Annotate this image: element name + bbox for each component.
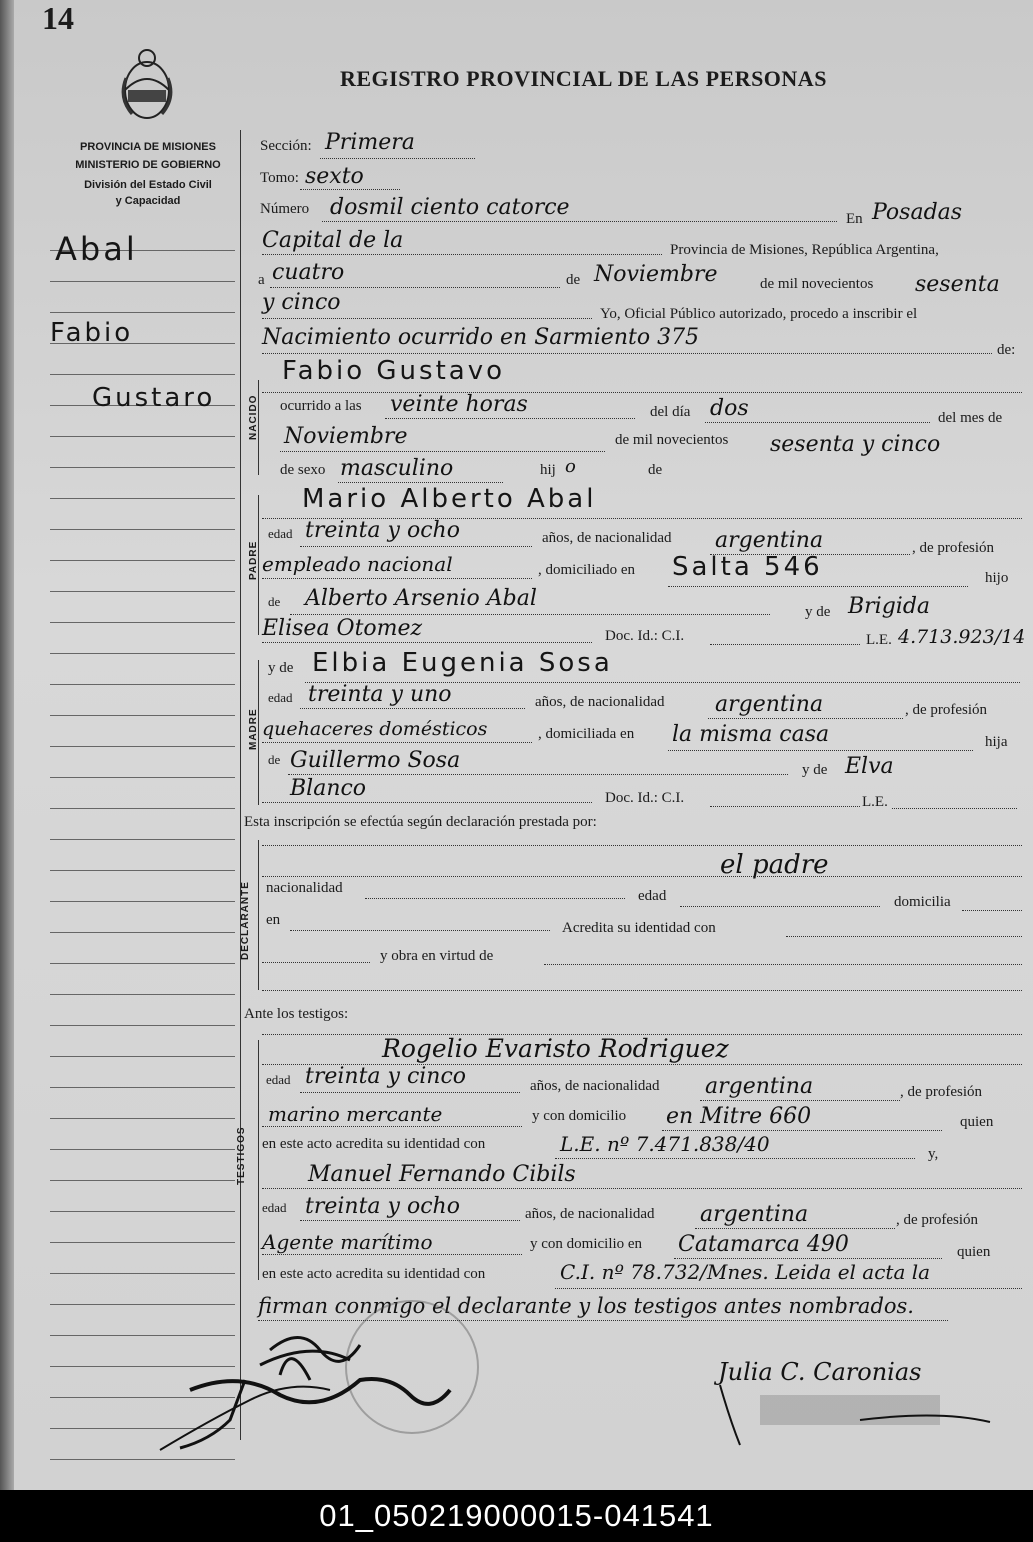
hij-suffix: o (565, 456, 576, 477)
dotted-line (300, 1220, 520, 1221)
margin-rule (50, 1180, 235, 1181)
testigos-label: Ante los testigos: (244, 1006, 349, 1022)
paternal-grandfather: Alberto Arsenio Abal (305, 586, 537, 611)
capital-value: Capital de la (262, 228, 404, 253)
margin-rule (50, 932, 235, 933)
dotted-line (300, 708, 525, 709)
ocurrido-label: ocurrido a las (280, 398, 362, 414)
margin-rule (50, 746, 235, 747)
maternal-grandmother-2: Blanco (290, 776, 367, 801)
dotted-line (262, 642, 592, 643)
tomo-label: Tomo: (260, 170, 299, 186)
hour-value: veinte horas (390, 392, 528, 417)
de-mil2-label: de mil novecientos (615, 432, 729, 448)
witness-1-age: treinta y cinco (305, 1064, 467, 1089)
margin-rule (50, 1056, 235, 1057)
margin-rule (50, 498, 235, 499)
label-nacido: NACIDO (248, 394, 259, 440)
witness-1-profession: marino mercante (268, 1102, 443, 1126)
en2-label: en (266, 912, 281, 928)
maternal-grandfather: Guillermo Sosa (290, 748, 461, 773)
margin-rule (50, 1242, 235, 1243)
edad-label: edad (268, 526, 293, 541)
dotted-line (710, 644, 860, 645)
margin-rule (50, 715, 235, 716)
con-domicilio-label: y con domicilio (532, 1108, 627, 1124)
dotted-line (300, 546, 532, 547)
tomo-value: sexto (305, 164, 364, 189)
acredita3-label: en este acto acredita su identidad con (262, 1266, 486, 1282)
margin-rule (50, 560, 235, 561)
dotted-line (322, 221, 837, 222)
a-label: a (258, 272, 265, 288)
le-label-2: L.E. (862, 794, 888, 810)
obra-label: y obra en virtud de (380, 948, 494, 964)
margin-rule (50, 777, 235, 778)
official-signature: Julia C. Caronias (718, 1358, 922, 1386)
en-value: Posadas (872, 200, 963, 225)
dotted-line (300, 1092, 520, 1093)
con-domicilio2-label: y con domicilio en (530, 1236, 643, 1252)
dotted-line (365, 898, 625, 899)
de4-label: de (268, 752, 281, 767)
coat-of-arms-icon (118, 48, 176, 122)
witness-2-address: Catamarca 490 (678, 1232, 849, 1257)
numero-label: Número (260, 201, 310, 217)
margin-rule (50, 1087, 235, 1088)
mother-age: treinta y uno (308, 682, 452, 707)
dotted-line (892, 808, 1017, 809)
page-number: 14 (42, 0, 74, 36)
dotted-line (786, 936, 1022, 937)
edad-label-2: edad (268, 690, 293, 705)
numero-value: dosmil ciento catorce (330, 195, 570, 220)
dotted-line (280, 451, 605, 452)
dotted-line (262, 845, 1022, 846)
margin-rule (50, 281, 235, 282)
margin-rule (50, 436, 235, 437)
day-value: cuatro (272, 260, 345, 285)
margin-rule (50, 467, 235, 468)
doc-id-label: Doc. Id.: C.I. (605, 628, 685, 644)
dotted-line (262, 990, 1022, 991)
witness-2-profession: Agente marítimo (262, 1230, 433, 1254)
edad-label-3: edad (638, 888, 667, 904)
quien-label: quien (960, 1114, 994, 1130)
testigos-bar (258, 1040, 259, 1280)
margin-rule (50, 653, 235, 654)
mother-profession: quehaceres domésticos (262, 718, 488, 740)
maternal-grandmother-1: Elva (845, 754, 894, 779)
domiciliada-label: , domiciliada en (538, 726, 635, 742)
image-id-footer: 01_050219000015-041541 (0, 1490, 1033, 1542)
document-title: REGISTRO PROVINCIAL DE LAS PERSONAS (340, 66, 827, 91)
birth-day-value: dos (710, 396, 749, 421)
dotted-line (262, 1188, 1022, 1189)
nacionalidad-label: nacionalidad (266, 880, 343, 896)
anos-nac-label-3: años, de nacionalidad (530, 1078, 660, 1094)
label-testigos: TESTIGOS (236, 1126, 247, 1185)
de-colon-label: de: (997, 342, 1016, 358)
province-label: PROVINCIA DE MISIONES (80, 141, 216, 153)
witness-1-nationality: argentina (705, 1074, 814, 1099)
margin-rule (50, 1211, 235, 1212)
margin-rule (50, 963, 235, 964)
father-le: 4.713.923/14 (898, 626, 1026, 648)
year-value: sesenta (915, 272, 1000, 297)
declarant-value: el padre (720, 850, 829, 880)
quien2-label: quien (957, 1244, 991, 1260)
closing-text: firman conmigo el declarante y los testigos antes nombrados. (258, 1294, 914, 1318)
profesion-label: , de profesión (912, 540, 995, 556)
label-declarante: DECLARANTE (240, 881, 251, 960)
child-name: Fabio Gustavo (282, 356, 505, 386)
y-de-label: y de (805, 604, 831, 620)
mother-address: la misma casa (672, 722, 830, 747)
margin-rule (50, 622, 235, 623)
y-comma-label: y, (928, 1146, 939, 1162)
y-de3-label: y de (802, 762, 828, 778)
margin-rule (50, 312, 235, 313)
seccion-label: Sección: (260, 138, 312, 154)
de3-label: de (268, 594, 281, 609)
acredita2-label: en este acto acredita su identidad con (262, 1136, 486, 1152)
witness-1-address: en Mitre 660 (666, 1104, 812, 1129)
sexo-label: de sexo (280, 462, 326, 478)
profesion-label-2: , de profesión (905, 702, 988, 718)
edad-label-5: edad (262, 1200, 287, 1215)
dotted-line (555, 1158, 915, 1159)
hijo-label: hijo (985, 570, 1009, 586)
dotted-line (290, 614, 770, 615)
dotted-line (288, 774, 788, 775)
en-label: En (846, 211, 863, 227)
margin-rule (50, 684, 235, 685)
official-flourish (700, 1380, 1000, 1450)
dotted-line (705, 422, 930, 423)
anos-nac-label-2: años, de nacionalidad (535, 694, 665, 710)
dotted-line (680, 906, 880, 907)
father-address: Salta 546 (672, 552, 823, 582)
officer-label: Yo, Oficial Público autorizado, procedo a inscribir el (600, 306, 918, 322)
mother-nationality: argentina (715, 692, 824, 717)
margin-rule (50, 870, 235, 871)
del-mes-label: del mes de (938, 410, 1003, 426)
dotted-line (262, 1254, 522, 1255)
dotted-line (262, 578, 532, 579)
dotted-line (262, 962, 370, 963)
le-label: L.E. (866, 632, 892, 648)
division-label-2: y Capacidad (115, 195, 181, 207)
dotted-line (262, 1126, 522, 1127)
witness-2-age: treinta y ocho (305, 1194, 460, 1219)
label-madre: MADRE (248, 708, 259, 750)
margin-rule (50, 994, 235, 995)
margin-rule (50, 901, 235, 902)
hij-label: hij (540, 462, 556, 478)
seccion-value: Primera (325, 130, 415, 155)
father-name: Mario Alberto Abal (302, 484, 597, 514)
anos-nac-label: años, de nacionalidad (542, 530, 672, 546)
dotted-line (695, 1228, 895, 1229)
witness-1-id: L.E. nº 7.471.838/40 (560, 1132, 770, 1156)
dotted-line (710, 806, 860, 807)
domicilia-label: domicilia (894, 894, 951, 910)
ministry-label: MINISTERIO DE GOBIERNO (75, 159, 221, 171)
year-value-2: y cinco (262, 290, 341, 315)
margin-rule (50, 1304, 235, 1305)
dotted-line (262, 392, 1022, 393)
dotted-line (270, 287, 560, 288)
margin-rule (50, 808, 235, 809)
dotted-line (544, 964, 1022, 965)
declarante-bar (258, 840, 259, 990)
edad-label-4: edad (266, 1072, 291, 1087)
dotted-line (262, 318, 592, 319)
dotted-line (555, 1288, 1022, 1289)
dotted-line (674, 1258, 942, 1259)
sex-value: masculino (340, 456, 454, 481)
dotted-line (700, 1100, 900, 1101)
dotted-line (262, 802, 592, 803)
anos-nac-label-4: años, de nacionalidad (525, 1206, 655, 1222)
del-dia-label: del día (650, 404, 691, 420)
dotted-line (662, 1130, 942, 1131)
provincia-label: Provincia de Misiones, República Argentina, (670, 242, 939, 258)
margin-rule (50, 1149, 235, 1150)
margin-rule (50, 1118, 235, 1119)
dotted-line (385, 418, 635, 419)
margin-middle-name: Gustaro (92, 383, 216, 413)
margin-rule (50, 374, 235, 375)
mother-name: Elbia Eugenia Sosa (312, 648, 613, 678)
domiciliado-label: , domiciliado en (538, 562, 636, 578)
margin-rule (50, 591, 235, 592)
father-profession: empleado nacional (262, 552, 453, 576)
father-age: treinta y ocho (305, 518, 460, 543)
paternal-grandmother-2: Elisea Otomez (262, 616, 423, 641)
division-label: División del Estado Civil (84, 179, 212, 191)
birth-year-value: sesenta y cinco (770, 432, 941, 457)
label-padre: PADRE (248, 540, 259, 580)
margin-surname: Abal (55, 230, 138, 268)
dotted-line (262, 353, 992, 354)
month-value: Noviembre (594, 262, 718, 287)
de-label: de (566, 272, 581, 288)
margin-rule (50, 839, 235, 840)
doc-id-label-2: Doc. Id.: C.I. (605, 790, 685, 806)
margin-separator (240, 130, 241, 1440)
hija-label: hija (985, 734, 1008, 750)
margin-first-name: Fabio (50, 318, 134, 348)
dotted-line (668, 586, 968, 587)
margin-rule (50, 1025, 235, 1026)
profesion-label-4: , de profesión (896, 1212, 979, 1228)
inscripcion-label: Esta inscripción se efectúa según declaración prestada por: (244, 814, 597, 830)
dotted-line (290, 930, 550, 931)
witness-2-name: Manuel Fernando Cibils (308, 1162, 576, 1187)
birth-month-value: Noviembre (284, 424, 408, 449)
witness-2-nationality: argentina (700, 1202, 809, 1227)
dotted-line (668, 750, 973, 751)
margin-rule (50, 1273, 235, 1274)
acredita-label: Acredita su identidad con (562, 920, 716, 936)
dotted-line (300, 189, 400, 190)
dotted-line (320, 158, 475, 159)
dotted-line (262, 876, 1022, 877)
nacimiento-value: Nacimiento ocurrido en Sarmiento 375 (262, 325, 700, 350)
de2-label: de (648, 462, 663, 478)
margin-rule (50, 529, 235, 530)
y-de2-label: y de (268, 660, 294, 676)
de-mil-label: de mil novecientos (760, 276, 874, 292)
profesion-label-3: , de profesión (900, 1084, 983, 1100)
father-nationality: argentina (715, 528, 824, 553)
witness-1-name: Rogelio Evaristo Rodriguez (382, 1034, 729, 1063)
dotted-line (262, 742, 532, 743)
signatures-drawing (150, 1320, 470, 1460)
dotted-line (708, 718, 903, 719)
dotted-line (338, 482, 503, 483)
dotted-line (262, 254, 662, 255)
paternal-grandmother-1: Brigida (848, 594, 931, 619)
witness-2-id: C.I. nº 78.732/Mnes. Leida el acta la (560, 1260, 931, 1284)
dotted-line (962, 910, 1022, 911)
